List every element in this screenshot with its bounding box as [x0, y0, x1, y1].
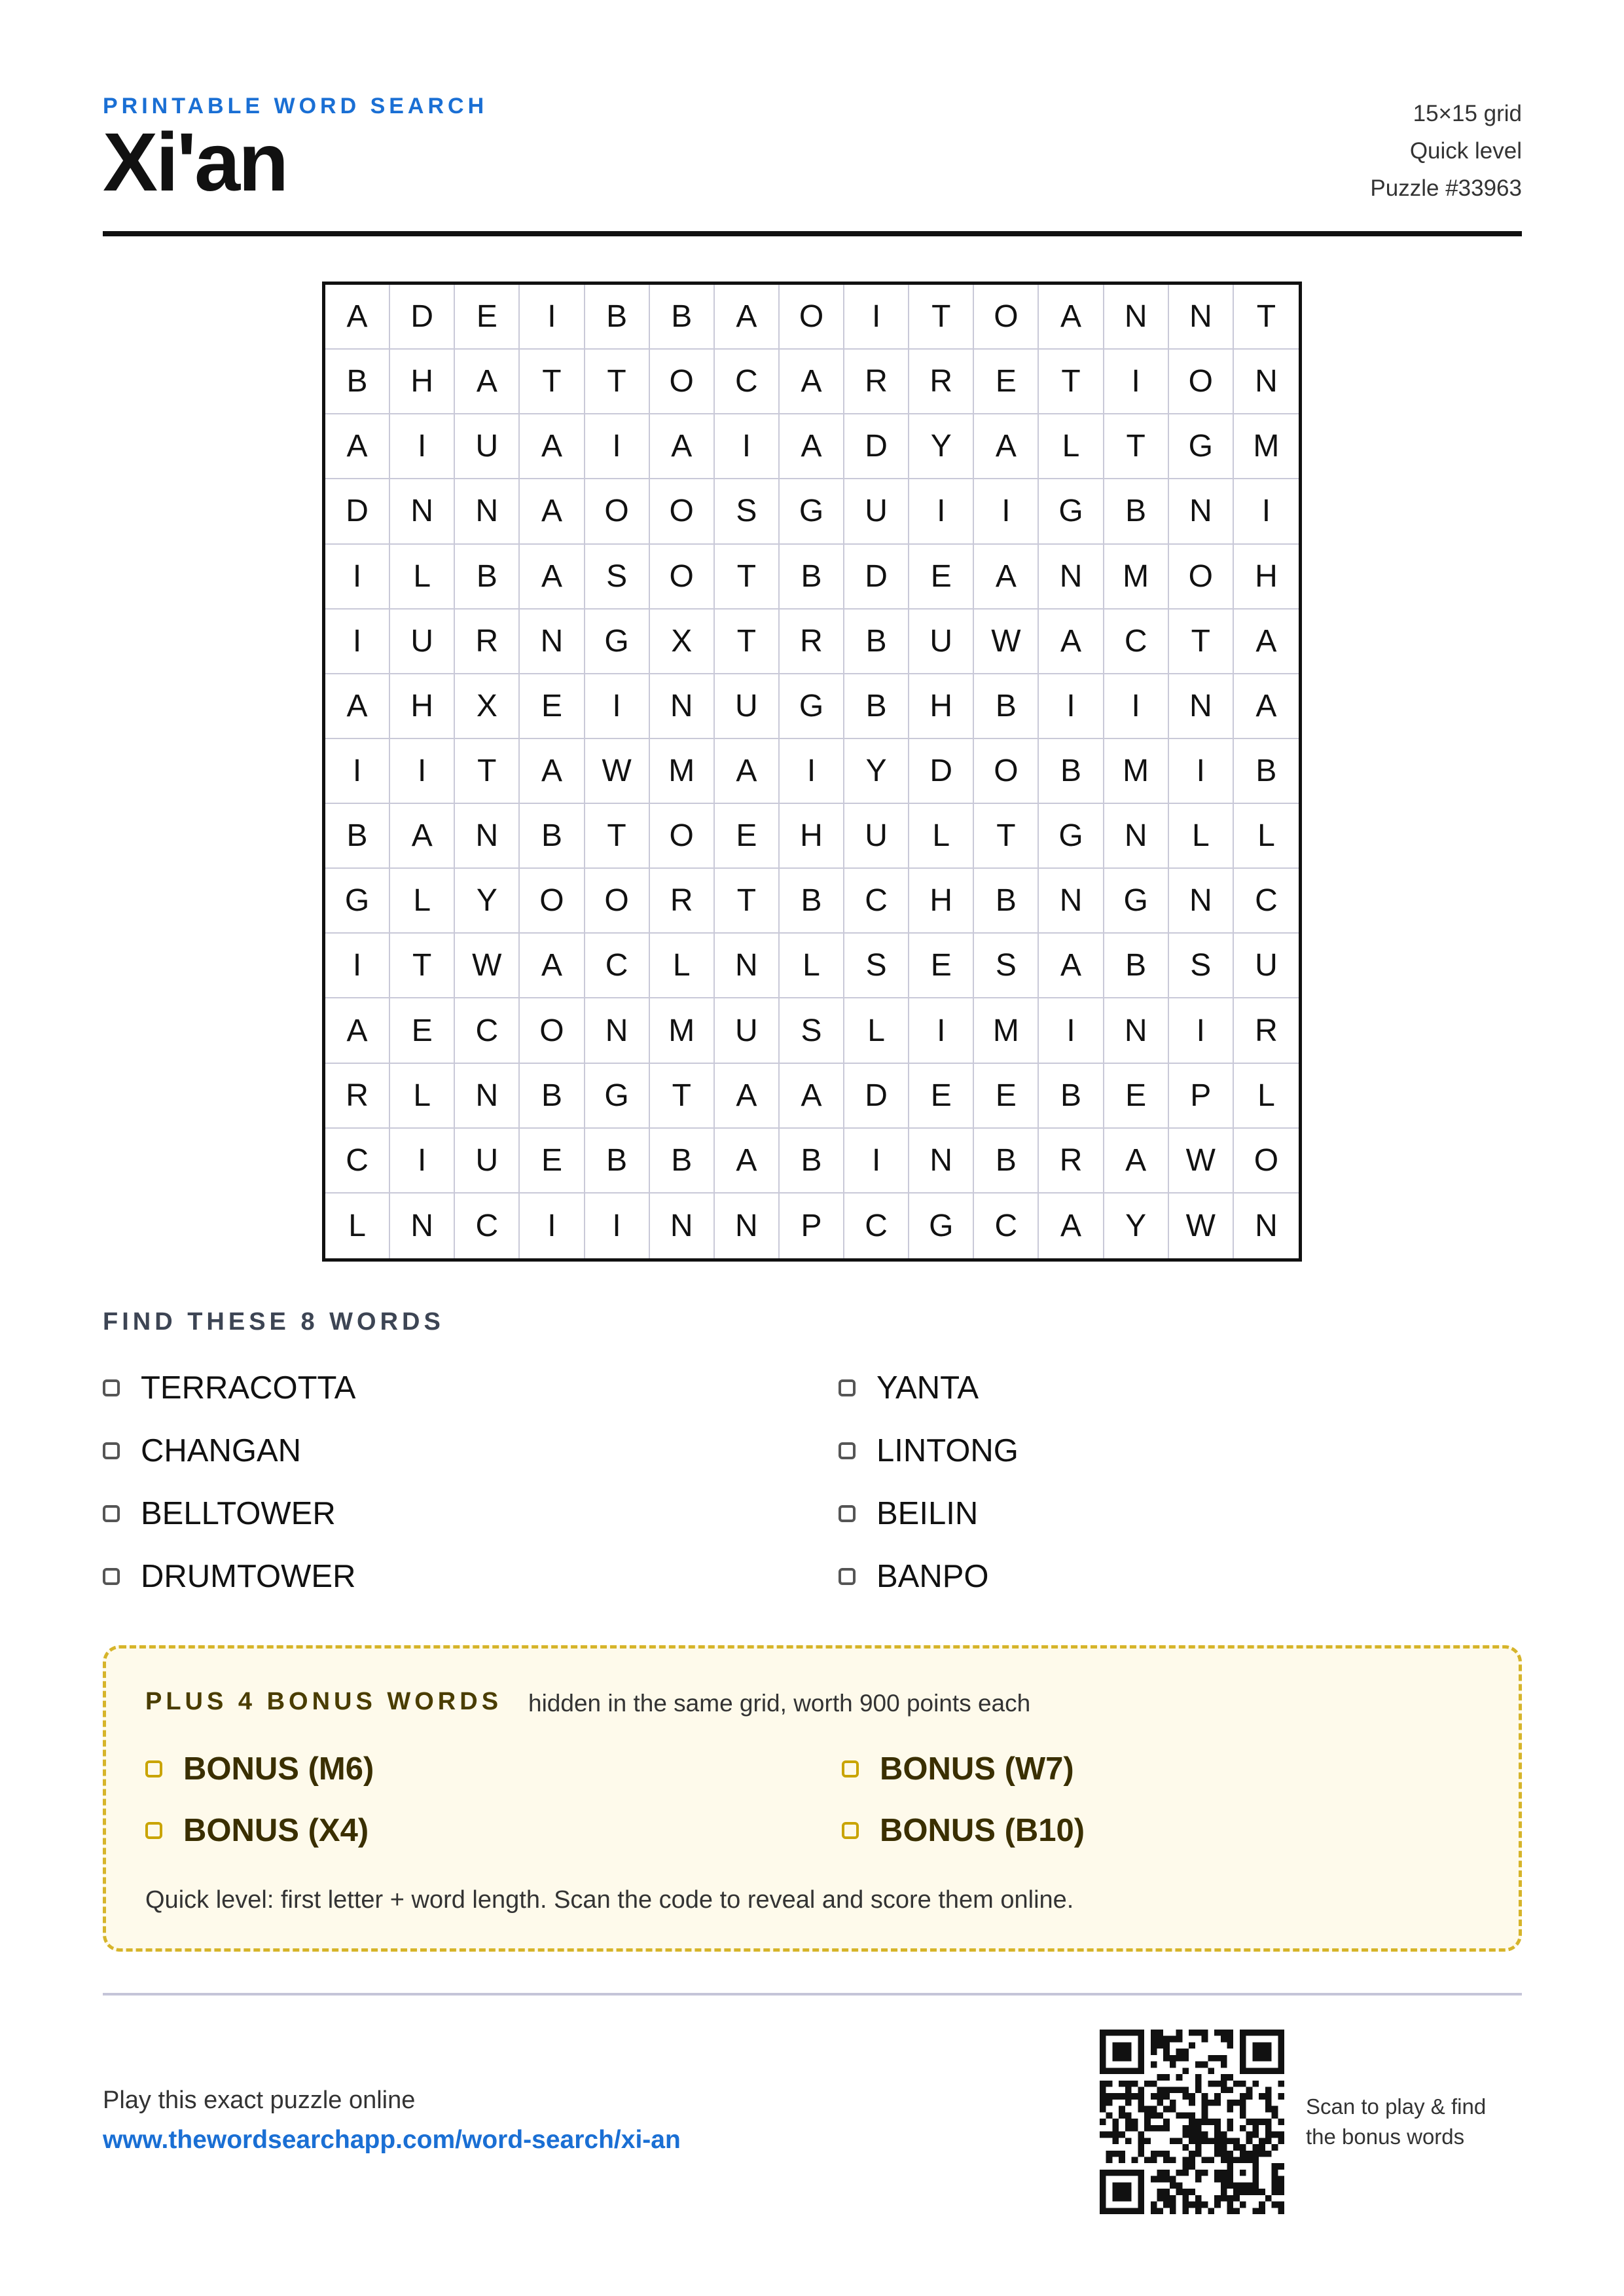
checkbox[interactable]	[103, 1505, 120, 1522]
word-item[interactable]	[103, 1428, 301, 1474]
grid-cell[interactable]: B	[780, 1129, 844, 1194]
grid-cell[interactable]: I	[1039, 998, 1104, 1063]
grid-cell[interactable]: G	[1039, 804, 1104, 869]
grid-cell[interactable]: A	[1104, 1129, 1169, 1194]
word-label: CHANGAN	[141, 1433, 302, 1468]
grid-cell[interactable]: C	[974, 1194, 1039, 1258]
grid-cell[interactable]: A	[715, 1129, 780, 1194]
grid-cell[interactable]: N	[1169, 479, 1234, 544]
grid-cell[interactable]: E	[455, 285, 520, 350]
grid-cell[interactable]: A	[520, 545, 585, 610]
word-item[interactable]	[839, 1554, 989, 1599]
grid-cell[interactable]: A	[520, 934, 585, 998]
grid-cell[interactable]: O	[1234, 1129, 1299, 1194]
grid-cell[interactable]: A	[715, 1064, 780, 1129]
grid-cell[interactable]: H	[390, 350, 455, 414]
grid-cell[interactable]: A	[780, 1064, 844, 1129]
grid-cell[interactable]: L	[909, 804, 974, 869]
grid-cell[interactable]: W	[974, 610, 1039, 674]
grid-cell[interactable]: R	[650, 869, 715, 934]
grid-cell[interactable]: O	[1169, 350, 1234, 414]
bonus-item[interactable]	[842, 1808, 1085, 1853]
bonus-subheading: hidden in the same grid, worth 900 points each	[528, 1690, 1031, 1717]
grid-cell[interactable]: N	[715, 1194, 780, 1258]
grid-cell[interactable]: A	[325, 674, 390, 739]
grid-cell[interactable]: T	[650, 1064, 715, 1129]
word-label: YANTA	[876, 1370, 979, 1406]
grid-cell[interactable]: E	[715, 804, 780, 869]
grid-cell[interactable]: A	[974, 545, 1039, 610]
grid-cell[interactable]: E	[974, 1064, 1039, 1129]
eyebrow-label: PRINTABLE WORD SEARCH	[103, 94, 488, 118]
grid-size-label: 15×15 grid	[1413, 101, 1522, 126]
grid-cell[interactable]: N	[455, 1064, 520, 1129]
word-label: TERRACOTTA	[141, 1370, 356, 1406]
level-label: Quick level	[1409, 138, 1522, 164]
grid-cell[interactable]: E	[909, 545, 974, 610]
grid-cell[interactable]: B	[780, 869, 844, 934]
grid-cell[interactable]: A	[780, 350, 844, 414]
grid-cell[interactable]: U	[715, 998, 780, 1063]
grid-cell[interactable]: I	[1104, 674, 1169, 739]
grid-cell[interactable]: D	[390, 285, 455, 350]
grid-cell[interactable]: A	[1234, 674, 1299, 739]
grid-cell[interactable]: I	[325, 934, 390, 998]
grid-cell[interactable]: I	[520, 1194, 585, 1258]
grid-cell[interactable]: A	[520, 414, 585, 479]
grid-cell[interactable]: H	[780, 804, 844, 869]
grid-cell[interactable]: A	[520, 739, 585, 804]
grid-cell[interactable]: T	[1169, 610, 1234, 674]
grid-cell[interactable]: I	[325, 545, 390, 610]
grid-cell[interactable]: R	[909, 350, 974, 414]
grid-cell[interactable]: I	[585, 1194, 650, 1258]
grid-cell[interactable]: M	[1104, 739, 1169, 804]
grid-cell[interactable]: O	[974, 739, 1039, 804]
grid-cell[interactable]: R	[780, 610, 844, 674]
grid-cell[interactable]: A	[455, 350, 520, 414]
grid-cell[interactable]: T	[390, 934, 455, 998]
grid-cell[interactable]: B	[585, 285, 650, 350]
grid-cell[interactable]: O	[974, 285, 1039, 350]
qr-caption	[1306, 2092, 1486, 2152]
grid-cell[interactable]: I	[974, 479, 1039, 544]
header-divider	[103, 231, 1522, 236]
puzzle-meta	[1370, 95, 1522, 207]
grid-cell[interactable]: U	[455, 414, 520, 479]
grid-cell[interactable]: E	[520, 1129, 585, 1194]
grid-cell[interactable]: E	[1104, 1064, 1169, 1129]
grid-cell[interactable]: W	[455, 934, 520, 998]
grid-cell[interactable]: N	[1169, 869, 1234, 934]
grid-cell[interactable]: B	[1039, 739, 1104, 804]
word-item[interactable]	[103, 1491, 336, 1537]
grid-cell[interactable]: D	[909, 739, 974, 804]
grid-cell[interactable]: N	[1234, 350, 1299, 414]
word-label: BEILIN	[876, 1496, 979, 1531]
grid-cell[interactable]: O	[520, 998, 585, 1063]
grid-cell[interactable]: B	[974, 674, 1039, 739]
grid-cell[interactable]: D	[325, 479, 390, 544]
grid-cell[interactable]: A	[1039, 1194, 1104, 1258]
grid-cell[interactable]: A	[780, 414, 844, 479]
grid-cell[interactable]: U	[455, 1129, 520, 1194]
grid-cell[interactable]: X	[455, 674, 520, 739]
grid-cell[interactable]: B	[325, 804, 390, 869]
grid-cell[interactable]: B	[650, 1129, 715, 1194]
word-label: LINTONG	[876, 1433, 1019, 1468]
grid-cell[interactable]: T	[520, 350, 585, 414]
grid-cell[interactable]: Y	[909, 414, 974, 479]
page-header	[103, 88, 1522, 236]
grid-cell[interactable]: R	[1039, 1129, 1104, 1194]
checkbox[interactable]	[839, 1568, 856, 1585]
page-title: Xi'an	[103, 116, 287, 208]
grid-cell[interactable]: A	[520, 479, 585, 544]
grid-cell[interactable]: I	[325, 610, 390, 674]
grid-cell[interactable]: N	[1169, 674, 1234, 739]
grid-cell[interactable]: G	[325, 869, 390, 934]
grid-cell[interactable]: I	[1104, 350, 1169, 414]
grid-cell[interactable]: A	[325, 285, 390, 350]
grid-cell[interactable]: B	[1104, 479, 1169, 544]
grid-cell[interactable]: U	[909, 610, 974, 674]
grid-cell[interactable]: B	[844, 610, 909, 674]
grid-cell[interactable]: U	[390, 610, 455, 674]
grid-cell[interactable]: M	[974, 998, 1039, 1063]
grid-cell[interactable]: L	[390, 1064, 455, 1129]
grid-cell[interactable]: N	[909, 1129, 974, 1194]
grid-cell[interactable]: B	[844, 674, 909, 739]
grid-cell[interactable]: L	[1169, 804, 1234, 869]
grid-cell[interactable]: P	[780, 1194, 844, 1258]
grid-cell[interactable]: A	[974, 414, 1039, 479]
grid-cell[interactable]: I	[780, 739, 844, 804]
grid-cell[interactable]: B	[325, 350, 390, 414]
checkbox[interactable]	[103, 1442, 120, 1459]
grid-cell[interactable]: G	[1104, 869, 1169, 934]
grid-cell[interactable]: B	[1234, 739, 1299, 804]
grid-cell[interactable]: Y	[455, 869, 520, 934]
bonus-item[interactable]	[842, 1746, 1074, 1792]
grid-cell[interactable]: I	[390, 739, 455, 804]
grid-cell[interactable]: T	[1104, 414, 1169, 479]
grid-cell[interactable]: A	[325, 998, 390, 1063]
grid-cell[interactable]: C	[585, 934, 650, 998]
word-list-heading: FIND THESE 8 WORDS	[103, 1308, 444, 1336]
grid-cell[interactable]: L	[780, 934, 844, 998]
grid-cell[interactable]: N	[390, 1194, 455, 1258]
grid-cell[interactable]: I	[585, 674, 650, 739]
bonus-label: BONUS (W7)	[880, 1751, 1074, 1787]
grid-cell[interactable]: C	[715, 350, 780, 414]
grid-cell[interactable]: L	[390, 869, 455, 934]
grid-cell[interactable]: N	[1104, 998, 1169, 1063]
bonus-item[interactable]	[145, 1746, 374, 1792]
grid-cell[interactable]: N	[1104, 285, 1169, 350]
grid-cell[interactable]: B	[1104, 934, 1169, 998]
grid-cell[interactable]: T	[455, 739, 520, 804]
grid-cell[interactable]: H	[1234, 545, 1299, 610]
puzzle-link[interactable]: www.thewordsearchapp.com/word-search/xi-an	[103, 2126, 681, 2154]
grid-cell[interactable]: A	[1039, 934, 1104, 998]
grid-cell[interactable]: L	[1234, 1064, 1299, 1129]
grid-cell[interactable]: B	[974, 1129, 1039, 1194]
grid-cell[interactable]: Y	[844, 739, 909, 804]
grid-cell[interactable]: I	[909, 479, 974, 544]
grid-cell[interactable]: C	[1234, 869, 1299, 934]
checkbox[interactable]	[145, 1822, 162, 1839]
checkbox[interactable]	[842, 1822, 859, 1839]
grid-cell[interactable]: G	[780, 479, 844, 544]
play-online-label: Play this exact puzzle online	[103, 2086, 416, 2114]
grid-cell[interactable]: H	[909, 869, 974, 934]
grid-cell[interactable]: B	[455, 545, 520, 610]
grid-cell[interactable]: T	[585, 350, 650, 414]
grid-cell[interactable]: N	[715, 934, 780, 998]
grid-cell[interactable]: I	[909, 998, 974, 1063]
grid-cell[interactable]: I	[1234, 479, 1299, 544]
grid-cell[interactable]: G	[1169, 414, 1234, 479]
grid-cell[interactable]: C	[455, 998, 520, 1063]
grid-cell[interactable]: B	[520, 1064, 585, 1129]
grid-cell[interactable]: E	[974, 350, 1039, 414]
grid-cell[interactable]: R	[844, 350, 909, 414]
grid-cell[interactable]: N	[1039, 545, 1104, 610]
grid-cell[interactable]: W	[585, 739, 650, 804]
grid-cell[interactable]: R	[455, 610, 520, 674]
word-item[interactable]	[839, 1491, 978, 1537]
grid-cell[interactable]: U	[844, 479, 909, 544]
grid-cell[interactable]: T	[1039, 350, 1104, 414]
grid-cell[interactable]: N	[650, 1194, 715, 1258]
grid-cell[interactable]: A	[715, 285, 780, 350]
grid-cell[interactable]: R	[1234, 998, 1299, 1063]
grid-cell[interactable]: H	[390, 674, 455, 739]
checkbox[interactable]	[839, 1442, 856, 1459]
grid-cell[interactable]: E	[909, 1064, 974, 1129]
grid-cell[interactable]: I	[1169, 998, 1234, 1063]
grid-cell[interactable]: N	[1104, 804, 1169, 869]
grid-cell[interactable]: N	[455, 804, 520, 869]
word-item[interactable]	[839, 1428, 1019, 1474]
qr-code[interactable]	[1100, 2030, 1284, 2214]
qr-caption-line: Scan to play & find	[1306, 2094, 1487, 2119]
grid-cell[interactable]: S	[715, 479, 780, 544]
bonus-note: Quick level: first letter + word length. Scan the code to reveal and score them online.	[145, 1886, 1074, 1914]
grid-cell[interactable]: B	[585, 1129, 650, 1194]
grid-cell[interactable]: B	[780, 545, 844, 610]
grid-cell[interactable]: O	[650, 479, 715, 544]
grid-cell[interactable]: B	[974, 869, 1039, 934]
grid-cell[interactable]: L	[325, 1194, 390, 1258]
grid-cell[interactable]: M	[1104, 545, 1169, 610]
bonus-label: BONUS (B10)	[880, 1813, 1085, 1848]
grid-cell[interactable]: A	[715, 739, 780, 804]
grid-cell[interactable]: U	[1234, 934, 1299, 998]
grid-cell[interactable]: O	[650, 350, 715, 414]
grid-cell[interactable]: N	[390, 479, 455, 544]
word-label: DRUMTOWER	[141, 1559, 356, 1594]
grid-cell[interactable]: G	[780, 674, 844, 739]
grid-cell[interactable]: T	[715, 610, 780, 674]
checkbox[interactable]	[103, 1568, 120, 1585]
word-item[interactable]	[103, 1554, 355, 1599]
grid-cell[interactable]: N	[455, 479, 520, 544]
grid-cell[interactable]: T	[1234, 285, 1299, 350]
grid-cell[interactable]: X	[650, 610, 715, 674]
grid-cell[interactable]: R	[325, 1064, 390, 1129]
grid-cell[interactable]: B	[1039, 1064, 1104, 1129]
grid-cell[interactable]: I	[715, 414, 780, 479]
grid-cell[interactable]: C	[844, 869, 909, 934]
grid-cell[interactable]: G	[1039, 479, 1104, 544]
checkbox[interactable]	[103, 1379, 120, 1396]
grid-cell[interactable]: L	[390, 545, 455, 610]
grid-cell[interactable]: E	[520, 674, 585, 739]
grid-cell[interactable]: U	[715, 674, 780, 739]
grid-cell[interactable]: M	[650, 739, 715, 804]
grid-cell[interactable]: D	[844, 414, 909, 479]
bonus-heading: PLUS 4 BONUS WORDS	[145, 1688, 503, 1715]
grid-cell[interactable]: A	[1039, 610, 1104, 674]
grid-cell[interactable]: G	[909, 1194, 974, 1258]
grid-cell[interactable]: I	[1169, 739, 1234, 804]
grid-cell[interactable]: N	[520, 610, 585, 674]
grid-cell[interactable]: M	[1234, 414, 1299, 479]
grid-cell[interactable]: G	[585, 1064, 650, 1129]
bonus-item[interactable]	[145, 1808, 369, 1853]
grid-cell[interactable]: O	[585, 479, 650, 544]
grid-cell[interactable]: E	[390, 998, 455, 1063]
grid-cell[interactable]: N	[585, 998, 650, 1063]
grid-cell[interactable]: B	[520, 804, 585, 869]
grid-cell[interactable]: A	[650, 414, 715, 479]
grid-cell[interactable]: C	[1104, 610, 1169, 674]
grid-cell[interactable]: A	[1234, 610, 1299, 674]
checkbox[interactable]	[145, 1760, 162, 1777]
word-item[interactable]	[103, 1365, 355, 1411]
grid-cell[interactable]: L	[844, 998, 909, 1063]
grid-cell[interactable]: D	[844, 545, 909, 610]
grid-cell[interactable]: I	[844, 285, 909, 350]
footer-divider	[103, 1993, 1522, 1995]
grid-cell[interactable]: C	[455, 1194, 520, 1258]
checkbox[interactable]	[839, 1505, 856, 1522]
checkbox[interactable]	[839, 1379, 856, 1396]
grid-cell[interactable]: I	[390, 414, 455, 479]
grid-cell[interactable]: S	[844, 934, 909, 998]
grid-cell[interactable]: O	[780, 285, 844, 350]
grid-cell[interactable]: T	[909, 285, 974, 350]
grid-cell[interactable]: I	[844, 1129, 909, 1194]
bonus-label: BONUS (M6)	[183, 1751, 374, 1787]
grid-cell[interactable]: L	[1039, 414, 1104, 479]
grid-cell[interactable]: D	[844, 1064, 909, 1129]
grid-cell[interactable]: S	[585, 545, 650, 610]
grid-cell[interactable]: I	[1039, 674, 1104, 739]
grid-cell[interactable]: O	[520, 869, 585, 934]
grid-cell[interactable]: A	[390, 804, 455, 869]
grid-cell[interactable]: C	[844, 1194, 909, 1258]
grid-cell[interactable]: E	[909, 934, 974, 998]
grid-cell[interactable]: T	[715, 545, 780, 610]
grid-cell[interactable]: T	[974, 804, 1039, 869]
grid-cell[interactable]: A	[325, 414, 390, 479]
grid-cell[interactable]: H	[909, 674, 974, 739]
grid-cell[interactable]: P	[1169, 1064, 1234, 1129]
grid-cell[interactable]: I	[390, 1129, 455, 1194]
grid-cell[interactable]: I	[520, 285, 585, 350]
word-item[interactable]	[839, 1365, 979, 1411]
grid-cell[interactable]: C	[325, 1129, 390, 1194]
grid-cell[interactable]: L	[1234, 804, 1299, 869]
grid-cell[interactable]: W	[1169, 1194, 1234, 1258]
grid-cell[interactable]: B	[650, 285, 715, 350]
grid-cell[interactable]: T	[585, 804, 650, 869]
grid-cell[interactable]: N	[1169, 285, 1234, 350]
grid-cell[interactable]: O	[585, 869, 650, 934]
grid-cell[interactable]: S	[780, 998, 844, 1063]
grid-cell[interactable]: G	[585, 610, 650, 674]
grid-cell[interactable]: O	[1169, 545, 1234, 610]
grid-cell[interactable]: S	[974, 934, 1039, 998]
letter-grid	[322, 282, 1302, 1262]
bonus-label: BONUS (X4)	[183, 1813, 369, 1848]
grid-cell[interactable]: Y	[1104, 1194, 1169, 1258]
grid-cell[interactable]: U	[844, 804, 909, 869]
grid-cell[interactable]: N	[1039, 869, 1104, 934]
grid-cell[interactable]: M	[650, 998, 715, 1063]
grid-cell[interactable]: W	[1169, 1129, 1234, 1194]
grid-cell[interactable]: I	[585, 414, 650, 479]
grid-cell[interactable]: O	[650, 545, 715, 610]
bonus-panel	[103, 1645, 1522, 1952]
grid-cell[interactable]: N	[1255, 1208, 1278, 1243]
grid-cell[interactable]: N	[650, 674, 715, 739]
word-label: BELLTOWER	[141, 1496, 336, 1531]
grid-cell[interactable]: L	[650, 934, 715, 998]
grid-cell[interactable]: I	[325, 739, 390, 804]
checkbox[interactable]	[842, 1760, 859, 1777]
grid-cell[interactable]: A	[1039, 285, 1104, 350]
puzzle-id-label: Puzzle #33963	[1370, 175, 1522, 201]
word-label: BANPO	[876, 1559, 989, 1594]
grid-cell[interactable]: S	[1169, 934, 1234, 998]
grid-cell[interactable]: T	[715, 869, 780, 934]
grid-cell[interactable]: O	[650, 804, 715, 869]
qr-caption-line: the bonus words	[1306, 2124, 1465, 2149]
